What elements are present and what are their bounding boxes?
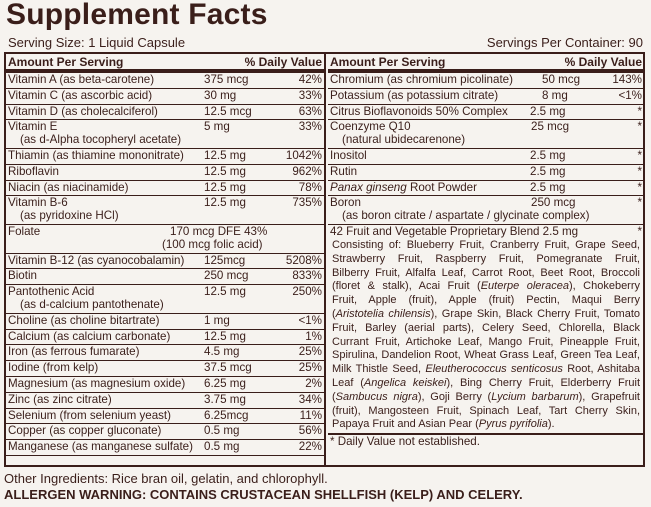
dv-header: % Daily Value [244,55,322,69]
nutrient-amount: 4.5 mg [204,345,240,359]
daily-value: 11% [299,408,322,422]
nutrient-amount: 1 mg [204,313,230,327]
nutrient-name: Potassium (as potassium citrate) [330,88,499,102]
nutrient-row [6,409,324,425]
nutrient-amount: 2.5 mg [530,104,566,118]
nutrient-name: Folate [8,224,41,238]
daily-value: 735% [292,196,322,210]
nutrient-row [6,225,324,254]
nutrient-name: Vitamin B-12 (as cyanocobalamin) [8,253,185,267]
nutrient-name: Pantothenic Acid [8,285,95,299]
daily-value: * [637,164,642,178]
nutrient-amount: 8 mg [542,88,568,102]
daily-value: 63% [298,104,322,118]
nutrient-source: (as pyridoxine HCl) [20,209,119,223]
nutrient-name: Coenzyme Q10 [330,120,411,134]
daily-value: <1% [618,88,642,102]
nutrient-row [6,330,324,346]
nutrient-amount: 50 mcg [542,73,581,86]
nutrient-amount: 170 mcg DFE 43% [170,224,268,238]
nutrient-row [6,254,324,270]
nutrient-name: Vitamin E [8,120,58,134]
nutrient-amount: 12.5 mcg [204,104,252,118]
nutrient-amount: 12.5 mg [204,164,246,178]
nutrient-row [6,361,324,377]
daily-value: 25% [298,345,322,359]
nutrient-row [6,285,324,314]
nutrient-row [328,149,644,165]
nutrient-amount: 25 mcg [531,120,570,134]
daily-value: * [637,148,642,162]
nutrient-row [6,377,324,393]
blend-line: Fruit, Barley (aerial parts), Celery Seed, Chlorella, Black [332,321,640,334]
nutrient-name: Vitamin C (as ascorbic acid) [8,88,153,102]
nutrient-amount: 6.25 mg [204,376,246,390]
nutrient-amount: 2.5 mg [530,164,566,178]
nutrient-amount: 12.5 mg [204,180,246,194]
blend-line: (Sambucus nigra), Goji Berry (Lycium barbarum), Grapefruit [332,390,640,403]
daily-value: 1042% [285,148,322,162]
nutrient-amount: 6.25mcg [204,408,249,422]
daily-value: 33% [298,88,322,102]
right-column-header [328,54,644,73]
nutrient-row [6,149,324,165]
nutrient-row [328,120,644,149]
nutrient-name: Boron [330,196,361,210]
nutrient-amount: 37.5 mcg [204,361,252,375]
blend-title: 42 Fruit and Vegetable Proprietary Blend 2.5 mg [330,224,579,238]
daily-value: 78% [298,180,322,194]
allergen-warning: ALLERGEN WARNING: CONTAINS CRUSTACEAN SHELLFISH (KELP) AND CELERY. [4,487,523,502]
blend-line: Consisting of: Blueberry Fruit, Cranberry Fruit, Grape Seed, [332,238,640,251]
nutrient-row [6,440,324,456]
daily-value: <1% [298,313,322,327]
blend-ingredients [332,239,644,432]
left-column-header [6,54,324,73]
nutrient-amount: 125mcg [204,253,246,267]
daily-value: * [637,180,642,194]
nutrient-row [6,120,324,149]
nutrient-row [6,393,324,409]
nutrient-name: Iodine (from kelp) [8,361,99,375]
nutrient-amount: 0.5 mg [204,440,240,454]
nutrient-row [6,196,324,225]
nutrient-row [6,165,324,181]
nutrient-source: (as d-calcium pantothenate) [20,298,164,312]
nutrient-row [6,345,324,361]
nutrient-source: (as boron citrate / aspartate / glycinate complex) [342,209,590,223]
amount-header: Amount Per Serving [330,55,446,69]
daily-value: 42% [298,73,322,86]
nutrient-row [328,181,644,197]
column-divider [324,54,326,465]
nutrient-row [6,269,324,285]
nutrient-amount: 2.5 mg [530,180,566,194]
daily-value: 962% [292,164,322,178]
daily-value: 5208% [285,253,322,267]
nutrient-row [6,314,324,330]
nutrient-amount: 2.5 mg [530,148,566,162]
daily-value: 34% [298,392,322,406]
daily-value: 33% [298,120,322,134]
amount-header: Amount Per Serving [8,55,124,69]
daily-value: 56% [298,424,322,438]
blend-line: Milk Thistle Seed, Eleutherococcus senticosus Root, Ashitaba [332,363,640,376]
nutrient-source: (natural ubidecarenone) [342,133,466,147]
right-column [328,54,644,451]
nutrient-name: Riboflavin [8,164,59,178]
nutrient-name: Calcium (as calcium carbonate) [8,329,171,343]
nutrient-amount: 12.5 mg [204,196,246,210]
nutrient-amount: 250 mcg [531,196,576,210]
daily-value: * [637,104,642,118]
nutrient-amount: 3.75 mg [204,392,246,406]
nutrient-amount-detail: (100 mcg folic acid) [162,237,263,251]
nutrient-name: Rutin [330,164,358,178]
nutrient-amount: 30 mg [204,88,237,102]
daily-value: 2% [305,376,322,390]
dv-header: % Daily Value [564,55,642,69]
nutrient-amount: 0.5 mg [204,424,240,438]
blend-line: Fruit, Apple (fruit), Apple (fruit) Pectin, Maqui Berry [332,294,640,307]
left-column [6,54,324,456]
daily-value: 143% [612,73,642,86]
blend-line: (Aristotelia chilensis), Grape Skin, Black Cherry Fruit, Tomato [332,307,640,320]
nutrient-name: Thiamin (as thiamine mononitrate) [8,148,184,162]
other-ingredients: Other Ingredients: Rice bran oil, gelatin, and chlorophyll. [4,471,328,486]
nutrient-row [6,181,324,197]
nutrient-row [328,105,644,121]
nutrient-row [6,424,324,440]
daily-value: * [637,224,642,238]
nutrient-name: Manganese (as manganese sulfate) [8,440,193,454]
nutrient-name: Vitamin A (as beta-carotene) [8,73,155,86]
blend-line: Bilberry Fruit, Alfalfa Leaf, Carrot Root, Beet Root, Broccoli [332,266,640,279]
daily-value: 833% [292,269,322,283]
serving-size: Serving Size: 1 Liquid Capsule [8,35,186,50]
nutrient-name [330,181,477,195]
nutrient-name: Biotin [8,269,38,283]
blend-line: Currant Fruit, Artichoke Leaf, Mango Fruit, Pineapple Fruit, [332,335,640,348]
nutrient-name: Niacin (as niacinamide) [8,180,129,194]
page-title: Supplement Facts [6,0,268,31]
nutrient-name: Choline (as choline bitartrate) [8,313,160,327]
nutrient-name: Iron (as ferrous fumarate) [8,345,140,359]
nutrient-row [328,196,644,225]
footnote: * Daily Value not established. [330,434,480,448]
daily-value: * [637,196,642,210]
nutrient-name: Zinc (as zinc citrate) [8,392,112,406]
proprietary-blend [328,225,644,435]
nutrient-amount: 12.5 mg [204,285,246,299]
daily-value: 250% [292,285,322,299]
nutrient-name: Magnesium (as magnesium oxide) [8,376,186,390]
nutrient-name-rest: Root Powder [406,180,477,194]
nutrient-name: Vitamin D (as cholecalciferol) [8,104,158,118]
nutrient-amount: 250 mcg [204,269,249,283]
nutrient-amount: 12.5 mg [204,148,246,162]
nutrient-name: Selenium (from selenium yeast) [8,408,172,422]
nutrient-row [6,89,324,105]
daily-value: 25% [298,361,322,375]
nutrient-row [6,105,324,121]
blend-line: Leaf (Angelica keiskei), Bing Cherry Fruit, Elderberry Fruit [332,376,641,389]
nutrient-row [328,89,644,105]
blend-line: Papaya Fruit and Asian Pear (Pyrus pyrifolia). [332,418,555,431]
nutrient-amount: 5 mg [204,120,230,134]
blend-line: (floret & stalk), Acai Fruit (Euterpe oleracea), Chokeberry [332,280,641,293]
blend-line: Spirulina, Dandelion Root, Wheat Grass Leaf, Green Tea Leaf, [332,349,640,362]
nutrient-name-italic: Panax ginseng [330,180,407,194]
nutrient-row [328,73,644,89]
servings-per-container: Servings Per Container: 90 [486,35,643,50]
daily-value: 1% [305,329,322,343]
nutrient-amount: 375 mcg [204,73,249,86]
nutrient-name: Chromium (as chromium picolinate) [330,73,513,86]
nutrient-name: Copper (as copper gluconate) [8,424,162,438]
nutrient-amount: 12.5 mg [204,329,246,343]
nutrient-source: (as d-Alpha tocopheryl acetate) [20,133,182,147]
nutrient-name: Vitamin B-6 [8,196,68,210]
nutrient-row [6,73,324,89]
daily-value: 22% [298,440,322,454]
blend-line: Strawberry Fruit, Raspberry Fruit, Pomegranate Fruit, [332,252,640,265]
nutrient-row [328,165,644,181]
blend-line: (fruit), Mangosteen Fruit, Spinach Leaf, Tart Cherry Skin, [332,404,640,417]
daily-value: * [637,120,642,134]
nutrient-name: Citrus Bioflavonoids 50% Complex [330,104,508,118]
nutrient-name: Inositol [330,148,367,162]
